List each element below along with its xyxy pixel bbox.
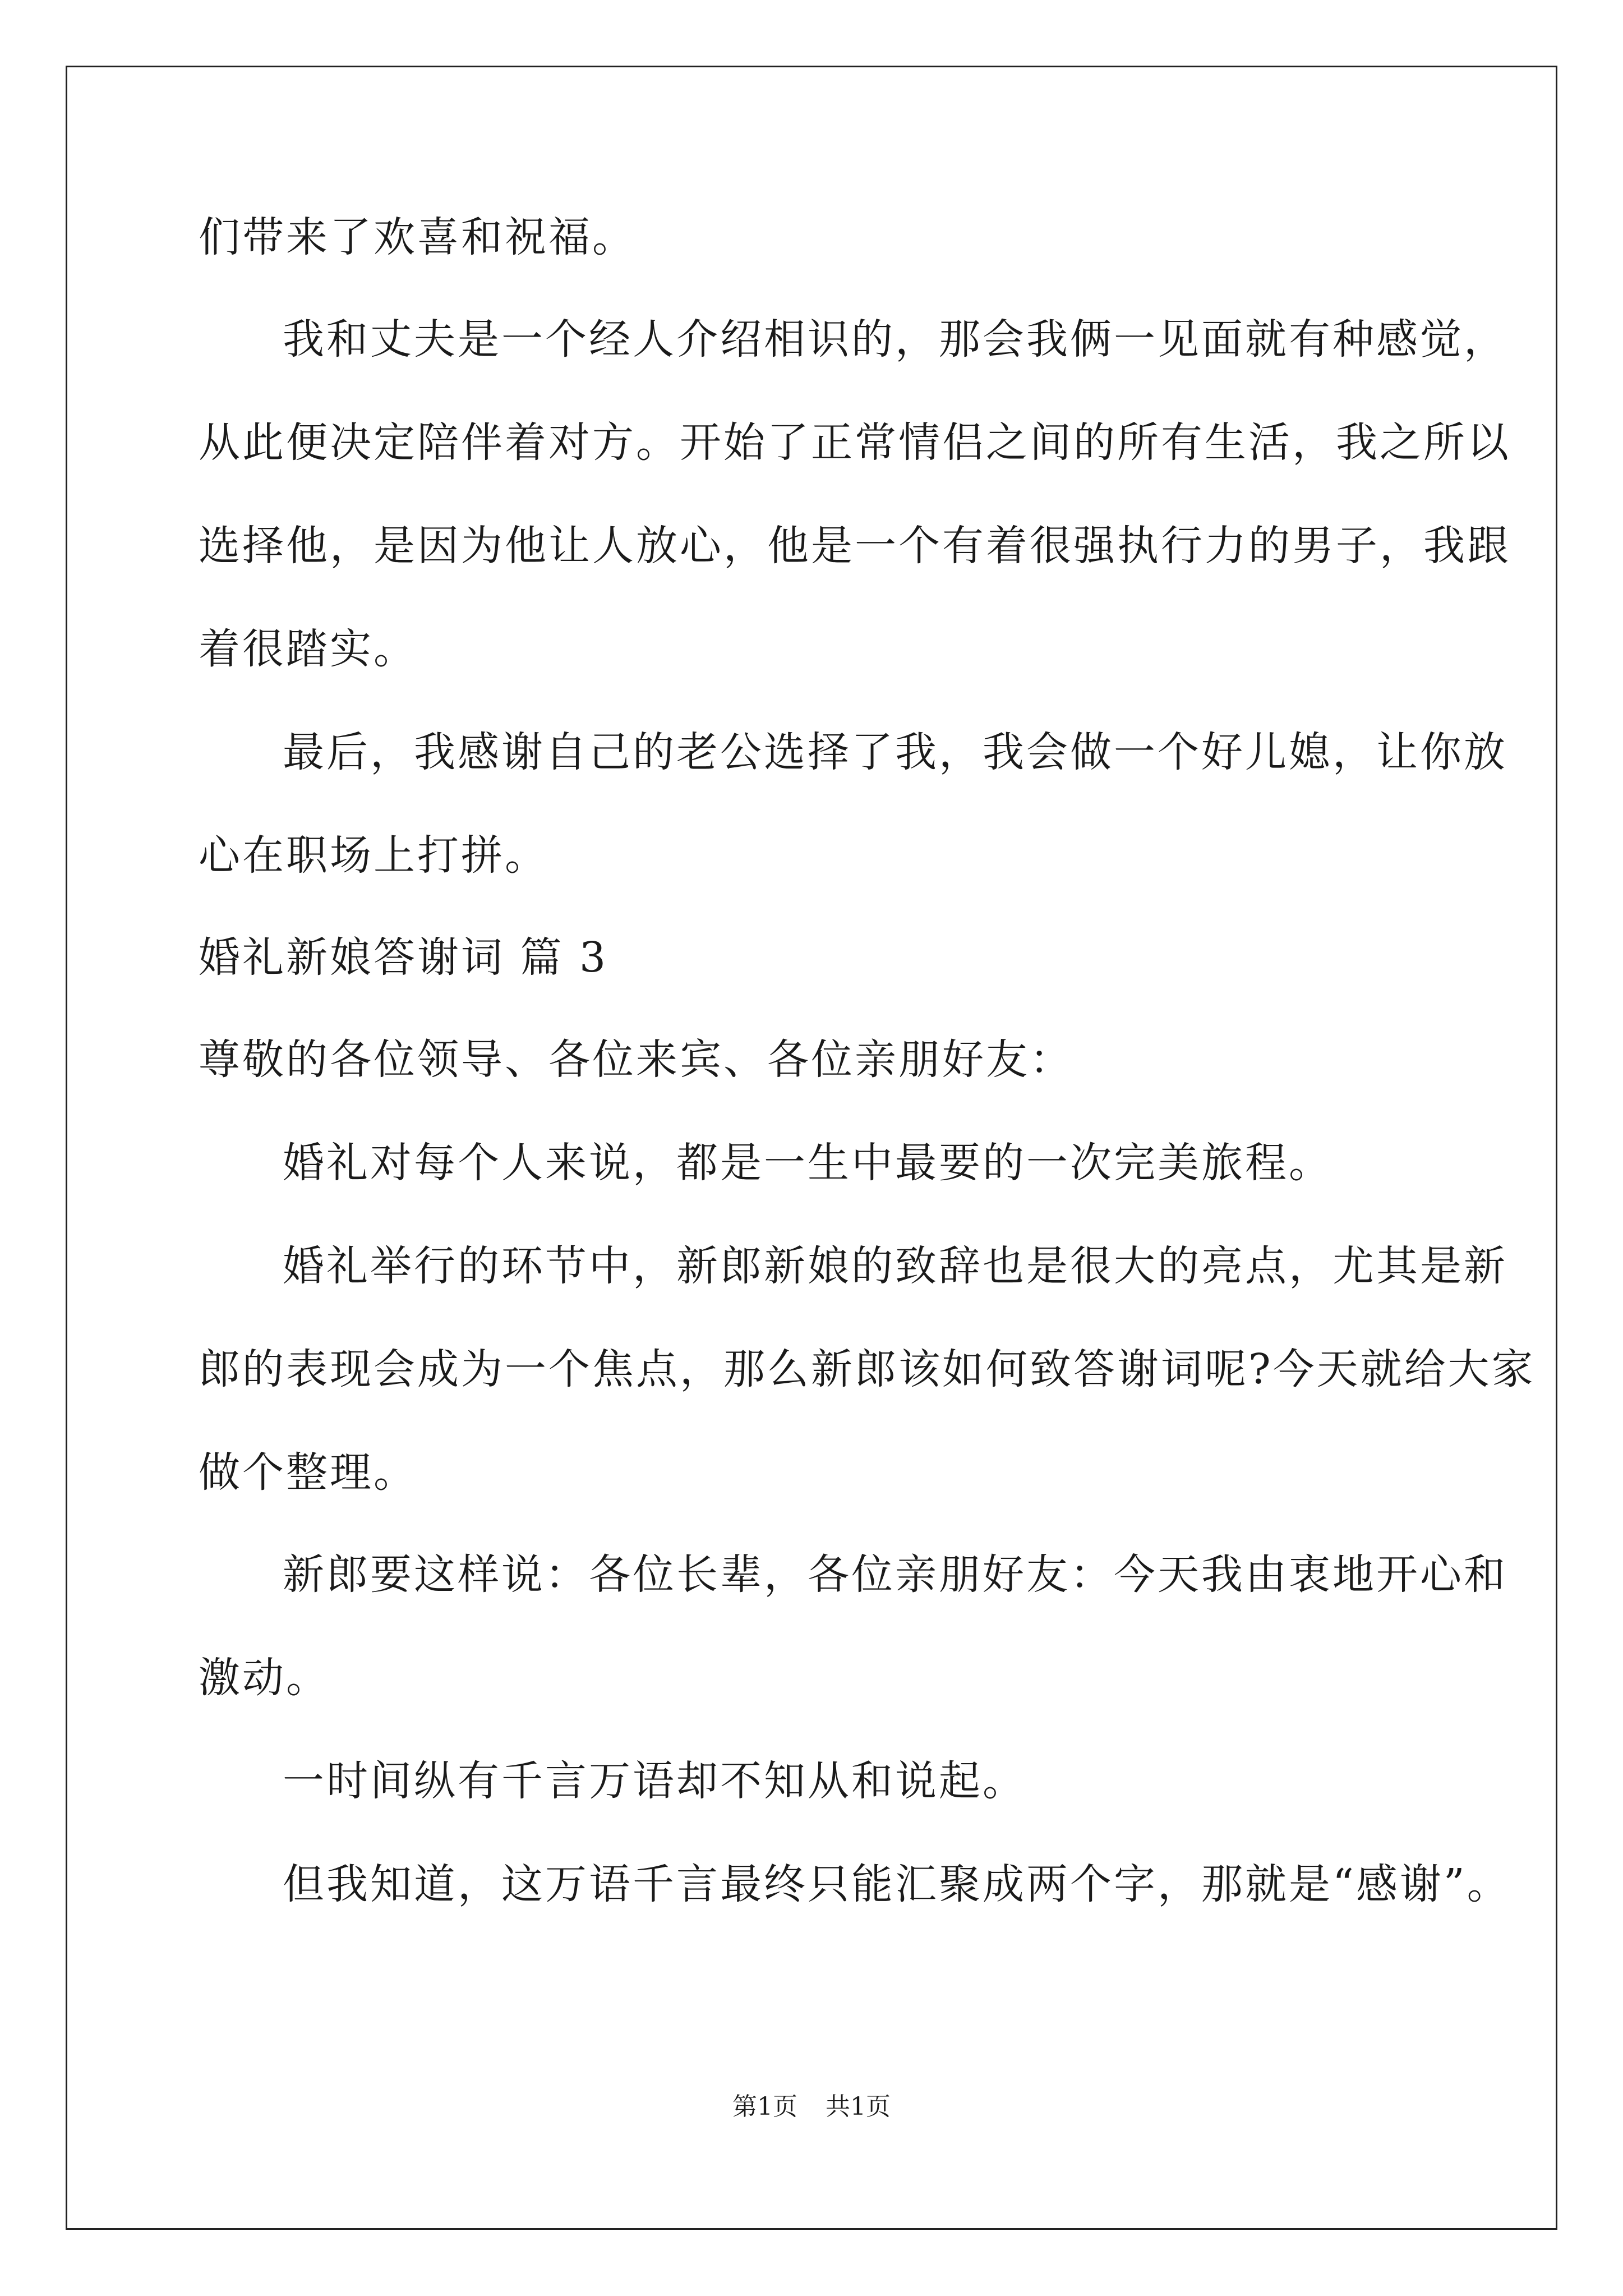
paragraph-line: 我和丈夫是一个经人介绍相识的，那会我俩一见面就有种感觉， [283,315,1507,364]
paragraph-line: 从此便决定陪伴着对方。开始了正常情侣之间的所有生活，我之所以 [199,418,1511,467]
paragraph-line: 选择他，是因为他让人放心，他是一个有着很强执行力的男子，我跟 [199,522,1511,570]
total-pages: 共1页 [826,2092,891,2121]
paragraph-line: 婚礼对每个人来说，都是一生中最要的一次完美旅程。 [283,1139,1332,1187]
paragraph-line: 婚礼举行的环节中，新郎新娘的致辞也是很大的亮点，尤其是新 [283,1242,1507,1290]
paragraph-line: 最后，我感谢自己的老公选择了我，我会做一个好儿媳，让你放 [283,728,1507,776]
salutation-line: 尊敬的各位领导、各位来宾、各位亲朋好友： [199,1036,1073,1084]
section-heading: 婚礼新娘答谢词 篇 3 [199,933,608,982]
paragraph-line: 做个整理。 [199,1448,417,1497]
paragraph-line: 郎的表现会成为一个焦点，那么新郎该如何致答谢词呢?今天就给大家 [199,1345,1536,1393]
page-number: 第1页 [732,2092,797,2121]
paragraph-line: 们带来了欢喜和祝福。 [199,213,636,261]
paragraph-line: 但我知道，这万语千言最终只能汇聚成两个字，那就是“感谢”。 [283,1860,1511,1908]
paragraph-line: 着很踏实。 [199,625,417,673]
paragraph-line: 一时间纵有千言万语却不知从和说起。 [283,1757,1026,1805]
paragraph-line: 激动。 [199,1654,330,1702]
paragraph-line: 心在职场上打拼。 [199,831,548,880]
paragraph-line: 新郎要这样说：各位长辈，各位亲朋好友：今天我由衷地开心和 [283,1550,1507,1599]
page-footer [0,2092,1623,2121]
